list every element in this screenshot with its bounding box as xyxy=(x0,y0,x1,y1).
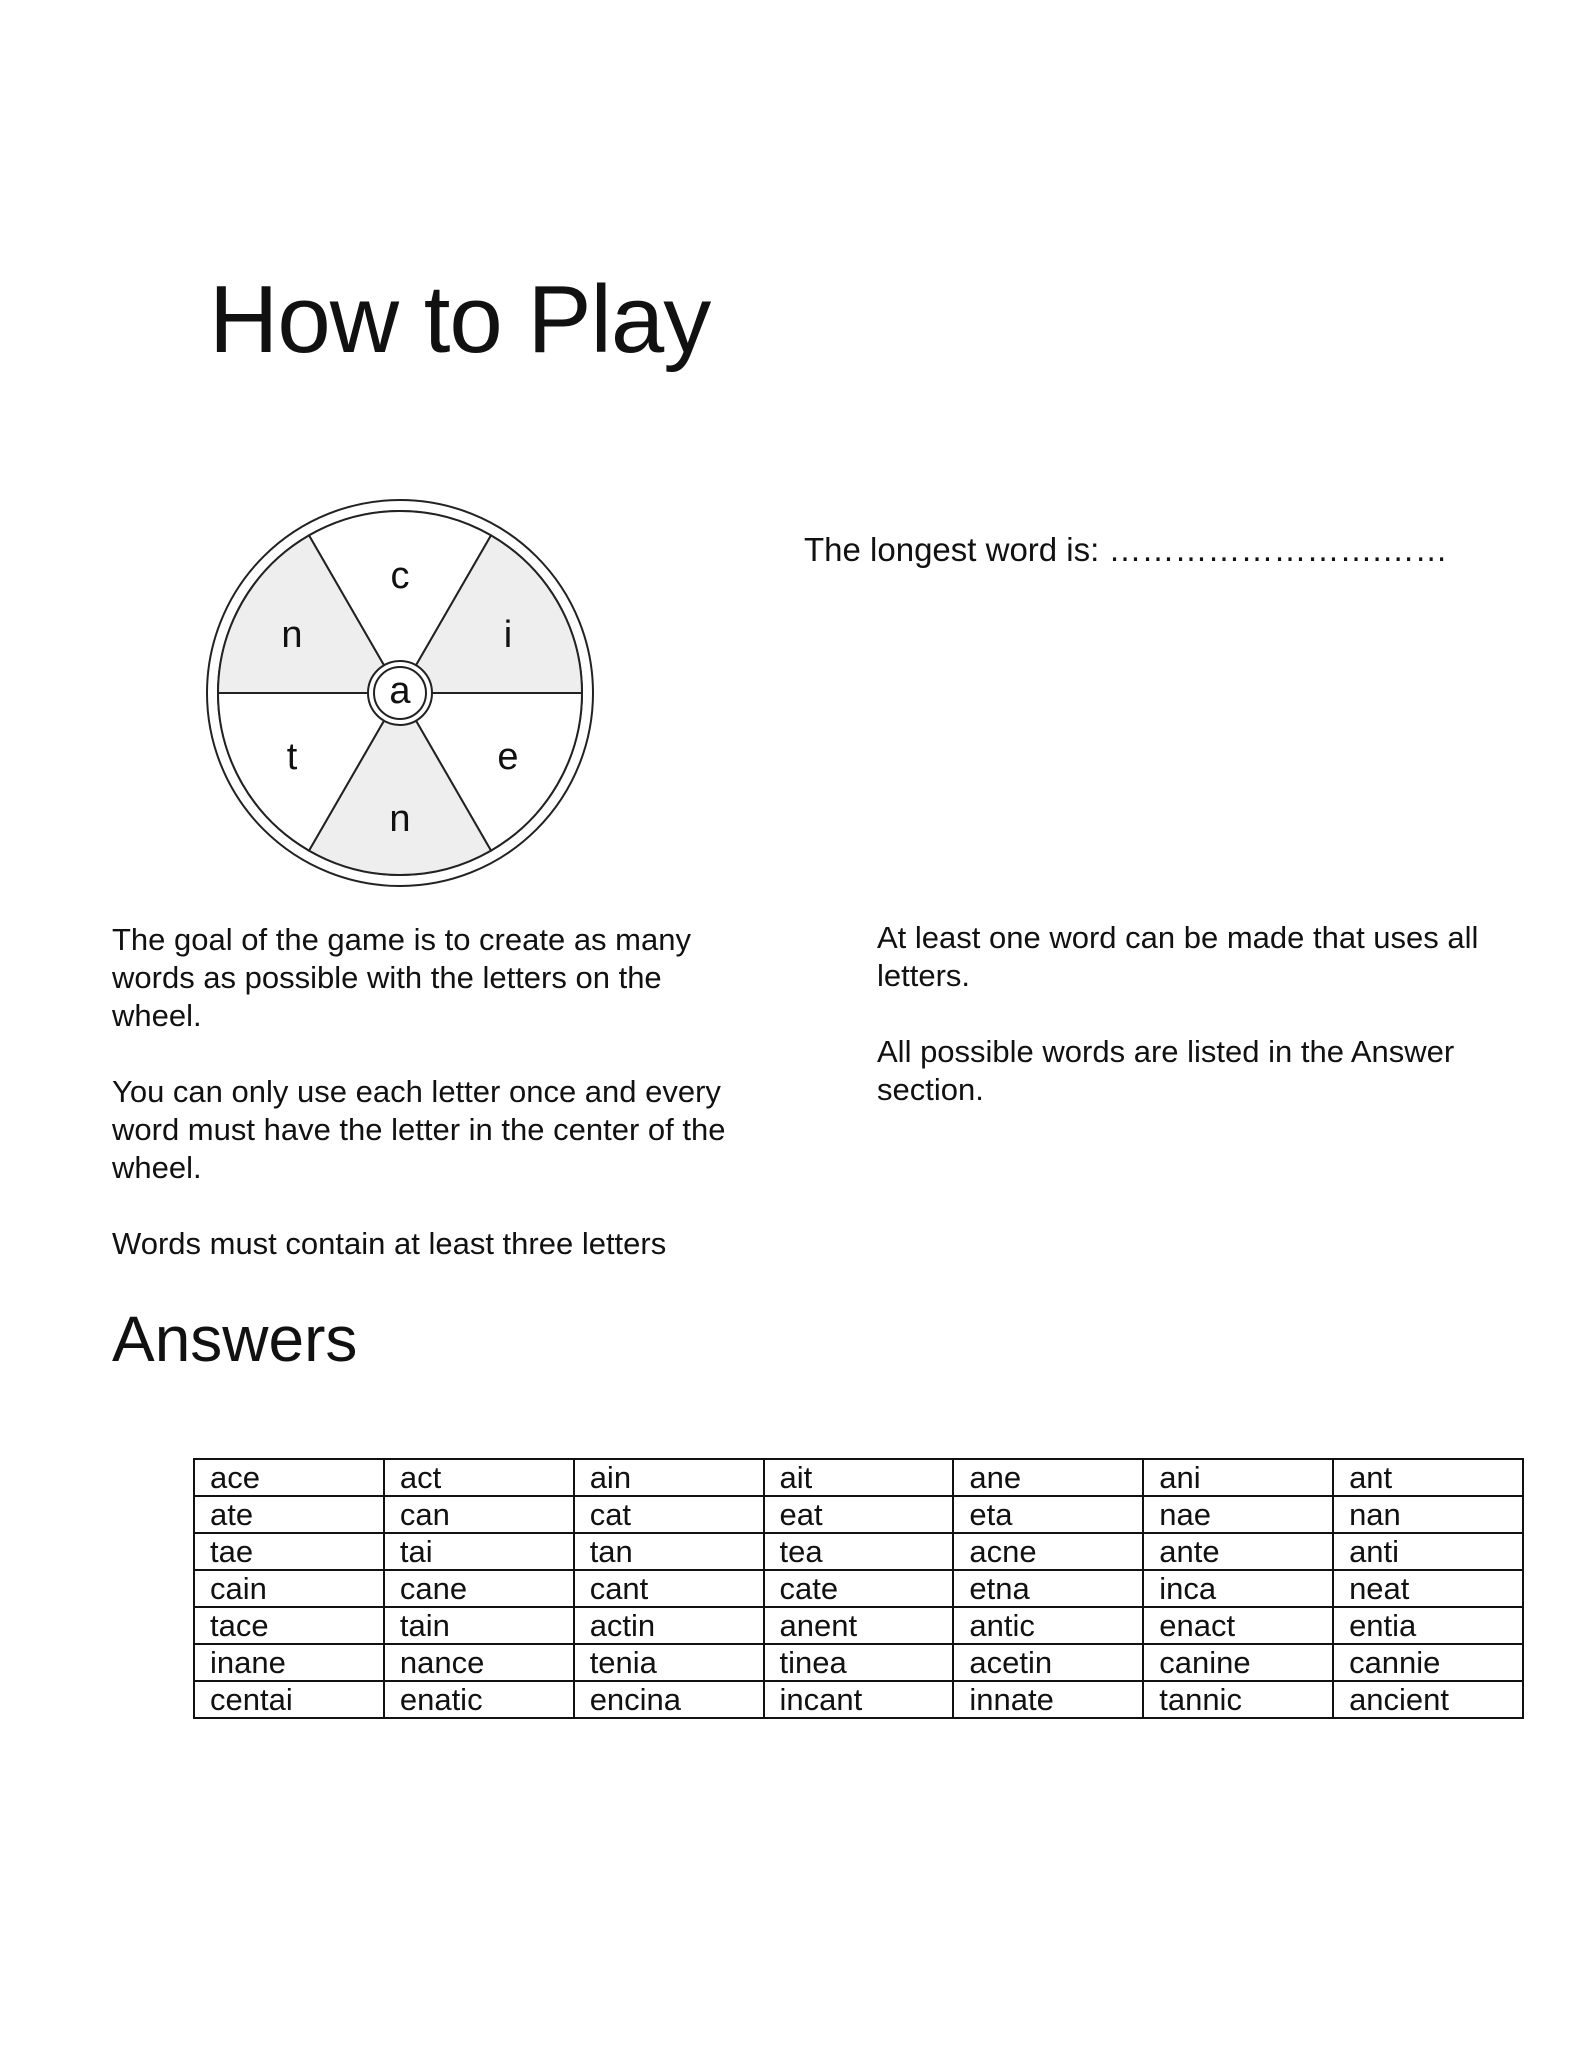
answer-word: neat xyxy=(1333,1570,1523,1607)
rules-left-column xyxy=(112,921,732,1301)
answer-word: nance xyxy=(384,1644,574,1681)
answer-word: ante xyxy=(1143,1533,1333,1570)
answer-word: ane xyxy=(953,1459,1143,1496)
answer-word: tai xyxy=(384,1533,574,1570)
answer-word: cate xyxy=(764,1570,954,1607)
answer-word: anti xyxy=(1333,1533,1523,1570)
answer-word: incant xyxy=(764,1681,954,1718)
letter-wheel xyxy=(204,497,596,889)
answer-word: encina xyxy=(574,1681,764,1718)
rules-right-column xyxy=(877,919,1497,1147)
table-row xyxy=(194,1533,1523,1570)
page-title: How to Play xyxy=(209,266,711,373)
answer-word: tinea xyxy=(764,1644,954,1681)
answer-word: innate xyxy=(953,1681,1143,1718)
answer-word: act xyxy=(384,1459,574,1496)
wheel-letter-upper-left: n xyxy=(281,614,303,657)
table-row xyxy=(194,1644,1523,1681)
rule-paragraph: At least one word can be made that uses all letters. xyxy=(877,920,1479,993)
table-row xyxy=(194,1607,1523,1644)
answer-word: nan xyxy=(1333,1496,1523,1533)
answer-word: inane xyxy=(194,1644,384,1681)
answer-word: tace xyxy=(194,1607,384,1644)
answer-word: inca xyxy=(1143,1570,1333,1607)
answer-word: canine xyxy=(1143,1644,1333,1681)
answer-word: entia xyxy=(1333,1607,1523,1644)
answer-word: cat xyxy=(574,1496,764,1533)
answer-word: tea xyxy=(764,1533,954,1570)
answer-word: eat xyxy=(764,1496,954,1533)
wheel-letter-lower-left: t xyxy=(286,736,298,779)
rule-paragraph: The goal of the game is to create as many words as possible with the letters on the wheel. xyxy=(112,922,691,1033)
table-row xyxy=(194,1459,1523,1496)
wheel-letter-top: c xyxy=(390,555,410,598)
answer-word: enatic xyxy=(384,1681,574,1718)
table-row xyxy=(194,1681,1523,1718)
answer-word: tenia xyxy=(574,1644,764,1681)
answer-word: tan xyxy=(574,1533,764,1570)
answer-word: can xyxy=(384,1496,574,1533)
rule-paragraph: You can only use each letter once and every word must have the letter in the center of the wheel. xyxy=(112,1074,726,1185)
wheel-letter-bottom: n xyxy=(389,798,411,841)
answer-word: tae xyxy=(194,1533,384,1570)
answer-word: ant xyxy=(1333,1459,1523,1496)
answer-word: etna xyxy=(953,1570,1143,1607)
answer-word: ait xyxy=(764,1459,954,1496)
answer-word: tain xyxy=(384,1607,574,1644)
answer-word: anent xyxy=(764,1607,954,1644)
table-row xyxy=(194,1496,1523,1533)
answer-word: cannie xyxy=(1333,1644,1523,1681)
answer-word: eta xyxy=(953,1496,1143,1533)
answer-word: enact xyxy=(1143,1607,1333,1644)
letter-wheel-graphic xyxy=(204,497,596,889)
answer-word: cane xyxy=(384,1570,574,1607)
longest-word-line: The longest word is: …………………….…… xyxy=(804,531,1448,568)
table-row xyxy=(194,1570,1523,1607)
answer-word: acne xyxy=(953,1533,1143,1570)
wheel-letter-upper-right: i xyxy=(503,614,513,657)
answers-table xyxy=(193,1458,1524,1719)
answer-word: tannic xyxy=(1143,1681,1333,1718)
answer-word: cant xyxy=(574,1570,764,1607)
wheel-letter-lower-right: e xyxy=(497,736,519,779)
wheel-center-letter: a xyxy=(389,670,411,713)
answer-word: ace xyxy=(194,1459,384,1496)
answer-word: cain xyxy=(194,1570,384,1607)
answer-word: ancient xyxy=(1333,1681,1523,1718)
rule-paragraph: All possible words are listed in the Answer section. xyxy=(877,1034,1455,1107)
rule-paragraph: Words must contain at least three letters xyxy=(112,1226,667,1261)
answer-word: actin xyxy=(574,1607,764,1644)
answer-word: nae xyxy=(1143,1496,1333,1533)
answer-word: acetin xyxy=(953,1644,1143,1681)
answer-word: ain xyxy=(574,1459,764,1496)
answer-word: ate xyxy=(194,1496,384,1533)
answer-word: antic xyxy=(953,1607,1143,1644)
answer-word: centai xyxy=(194,1681,384,1718)
answer-word: ani xyxy=(1143,1459,1333,1496)
answers-heading: Answers xyxy=(112,1303,358,1375)
